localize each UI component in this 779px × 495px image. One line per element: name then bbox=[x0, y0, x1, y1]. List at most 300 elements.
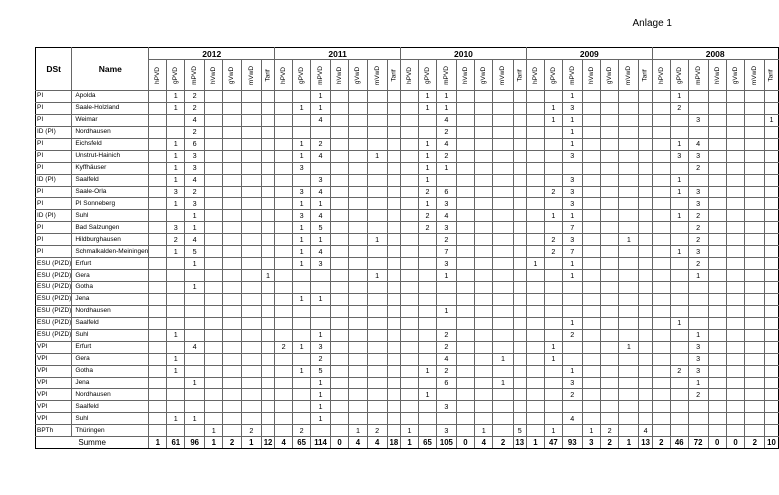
value-cell: 1 bbox=[419, 138, 437, 150]
value-cell bbox=[670, 389, 688, 401]
value-cell bbox=[330, 186, 348, 198]
value-cell bbox=[261, 246, 274, 258]
value-cell bbox=[526, 305, 544, 317]
value-cell bbox=[205, 341, 223, 353]
value-cell bbox=[619, 329, 639, 341]
value-cell: 4 bbox=[437, 138, 457, 150]
sum-label: Summe bbox=[36, 437, 149, 449]
page-label: Anlage 1 bbox=[632, 18, 672, 29]
row-name: Saale-Orla bbox=[72, 186, 149, 198]
value-cell bbox=[513, 234, 526, 246]
value-cell bbox=[475, 317, 493, 329]
value-cell bbox=[765, 425, 778, 437]
value-cell bbox=[241, 162, 261, 174]
value-cell: 3 bbox=[293, 210, 311, 222]
value-cell bbox=[670, 282, 688, 294]
value-cell: 2 bbox=[688, 210, 708, 222]
value-cell bbox=[367, 293, 387, 305]
value-cell bbox=[688, 317, 708, 329]
value-cell bbox=[688, 102, 708, 114]
value-cell: 1 bbox=[167, 198, 185, 210]
value-cell: 4 bbox=[311, 150, 331, 162]
value-cell: 4 bbox=[562, 413, 582, 425]
value-cell: 3 bbox=[562, 102, 582, 114]
value-cell bbox=[349, 222, 367, 234]
value-cell: 2 bbox=[185, 91, 205, 103]
value-cell bbox=[330, 126, 348, 138]
value-cell bbox=[513, 353, 526, 365]
value-cell bbox=[526, 198, 544, 210]
value-cell bbox=[367, 91, 387, 103]
value-cell bbox=[261, 186, 274, 198]
table-row bbox=[36, 234, 779, 246]
value-cell bbox=[456, 413, 474, 425]
value-cell bbox=[726, 413, 744, 425]
value-cell: 3 bbox=[562, 377, 582, 389]
value-cell bbox=[367, 305, 387, 317]
value-cell: 1 bbox=[293, 365, 311, 377]
value-cell bbox=[670, 126, 688, 138]
value-cell bbox=[330, 138, 348, 150]
value-cell bbox=[387, 91, 400, 103]
row-name: Kyffhäuser bbox=[72, 162, 149, 174]
value-cell bbox=[639, 198, 652, 210]
value-cell bbox=[205, 282, 223, 294]
value-cell bbox=[261, 258, 274, 270]
value-cell bbox=[544, 138, 562, 150]
value-cell bbox=[275, 102, 293, 114]
value-cell bbox=[205, 102, 223, 114]
value-cell bbox=[765, 258, 778, 270]
value-cell bbox=[526, 114, 544, 126]
value-cell: 1 bbox=[311, 293, 331, 305]
value-cell bbox=[185, 329, 205, 341]
col-header-gpvd bbox=[670, 60, 688, 91]
value-cell: 1 bbox=[419, 150, 437, 162]
value-cell bbox=[745, 293, 765, 305]
row-dst: VPI bbox=[36, 413, 72, 425]
value-cell bbox=[293, 174, 311, 186]
value-cell: 3 bbox=[688, 186, 708, 198]
value-cell bbox=[367, 258, 387, 270]
value-cell bbox=[619, 91, 639, 103]
value-cell bbox=[582, 341, 600, 353]
value-cell bbox=[600, 222, 618, 234]
row-dst: ESU (PIZD) bbox=[36, 317, 72, 329]
value-cell bbox=[639, 353, 652, 365]
value-cell: 1 bbox=[419, 365, 437, 377]
value-cell: 1 bbox=[437, 102, 457, 114]
value-cell bbox=[367, 377, 387, 389]
value-cell: 1 bbox=[544, 425, 562, 437]
value-cell bbox=[293, 126, 311, 138]
value-cell bbox=[726, 174, 744, 186]
value-cell bbox=[149, 365, 167, 377]
value-cell bbox=[419, 258, 437, 270]
value-cell bbox=[726, 210, 744, 222]
value-cell bbox=[367, 341, 387, 353]
value-cell bbox=[765, 377, 778, 389]
value-cell: 3 bbox=[582, 437, 600, 449]
value-cell bbox=[639, 377, 652, 389]
value-cell: 2 bbox=[688, 258, 708, 270]
value-cell bbox=[600, 389, 618, 401]
value-cell bbox=[387, 114, 400, 126]
col-header-gpvd bbox=[544, 60, 562, 91]
col-header-tarif bbox=[513, 60, 526, 91]
value-cell bbox=[293, 401, 311, 413]
value-cell bbox=[513, 293, 526, 305]
value-cell bbox=[562, 353, 582, 365]
value-cell: 0 bbox=[330, 437, 348, 449]
value-cell bbox=[401, 138, 419, 150]
value-cell: 0 bbox=[456, 437, 474, 449]
value-cell bbox=[493, 150, 513, 162]
value-cell bbox=[205, 222, 223, 234]
value-cell bbox=[149, 413, 167, 425]
value-cell bbox=[745, 198, 765, 210]
value-cell bbox=[513, 413, 526, 425]
value-cell bbox=[293, 114, 311, 126]
row-dst: PI bbox=[36, 234, 72, 246]
value-cell bbox=[241, 401, 261, 413]
value-cell bbox=[544, 365, 562, 377]
value-cell: 2 bbox=[688, 389, 708, 401]
value-cell: 7 bbox=[562, 246, 582, 258]
value-cell bbox=[475, 293, 493, 305]
value-cell: 3 bbox=[688, 114, 708, 126]
value-cell bbox=[526, 222, 544, 234]
value-cell bbox=[261, 377, 274, 389]
value-cell bbox=[582, 413, 600, 425]
header-name: Name bbox=[72, 48, 149, 91]
value-cell bbox=[330, 413, 348, 425]
row-name: Eichsfeld bbox=[72, 138, 149, 150]
value-cell: 1 bbox=[493, 377, 513, 389]
value-cell bbox=[513, 341, 526, 353]
value-cell bbox=[475, 91, 493, 103]
value-cell bbox=[562, 341, 582, 353]
value-cell bbox=[726, 114, 744, 126]
value-cell: 2 bbox=[600, 437, 618, 449]
value-cell bbox=[167, 114, 185, 126]
col-header-hvwd bbox=[708, 60, 726, 91]
value-cell bbox=[387, 329, 400, 341]
value-cell bbox=[493, 425, 513, 437]
value-cell bbox=[600, 413, 618, 425]
col-header-label: mPVD bbox=[442, 65, 450, 85]
value-cell bbox=[619, 377, 639, 389]
value-cell bbox=[726, 401, 744, 413]
value-cell bbox=[349, 246, 367, 258]
value-cell: 96 bbox=[185, 437, 205, 449]
table-row bbox=[36, 293, 779, 305]
value-cell bbox=[726, 341, 744, 353]
value-cell bbox=[330, 317, 348, 329]
value-cell bbox=[600, 234, 618, 246]
value-cell: 4 bbox=[437, 353, 457, 365]
value-cell bbox=[526, 401, 544, 413]
value-cell bbox=[726, 150, 744, 162]
value-cell bbox=[600, 258, 618, 270]
value-cell bbox=[330, 377, 348, 389]
table-row bbox=[36, 365, 779, 377]
row-dst: PI bbox=[36, 102, 72, 114]
value-cell: 1 bbox=[670, 246, 688, 258]
value-cell bbox=[387, 234, 400, 246]
value-cell bbox=[456, 150, 474, 162]
value-cell: 4 bbox=[311, 210, 331, 222]
value-cell bbox=[726, 222, 744, 234]
value-cell bbox=[367, 329, 387, 341]
value-cell bbox=[330, 293, 348, 305]
value-cell bbox=[456, 198, 474, 210]
value-cell bbox=[619, 282, 639, 294]
value-cell bbox=[149, 91, 167, 103]
value-cell: 1 bbox=[311, 389, 331, 401]
col-header-label: mPVD bbox=[694, 65, 702, 85]
value-cell bbox=[401, 389, 419, 401]
value-cell bbox=[526, 389, 544, 401]
value-cell bbox=[367, 102, 387, 114]
value-cell bbox=[205, 389, 223, 401]
value-cell bbox=[261, 174, 274, 186]
value-cell: 7 bbox=[437, 246, 457, 258]
col-header-label: hVwD bbox=[210, 66, 218, 84]
value-cell: 1 bbox=[167, 353, 185, 365]
value-cell bbox=[149, 210, 167, 222]
value-cell: 3 bbox=[437, 425, 457, 437]
value-cell bbox=[726, 126, 744, 138]
col-header-label: mVwD bbox=[247, 65, 255, 85]
value-cell bbox=[401, 91, 419, 103]
value-cell: 12 bbox=[261, 437, 274, 449]
value-cell bbox=[349, 353, 367, 365]
value-cell: 2 bbox=[185, 186, 205, 198]
value-cell bbox=[185, 389, 205, 401]
value-cell bbox=[241, 317, 261, 329]
value-cell bbox=[708, 150, 726, 162]
value-cell bbox=[652, 329, 670, 341]
value-cell bbox=[149, 246, 167, 258]
value-cell bbox=[526, 293, 544, 305]
value-cell bbox=[367, 126, 387, 138]
value-cell bbox=[401, 150, 419, 162]
value-cell: 3 bbox=[562, 186, 582, 198]
value-cell bbox=[708, 210, 726, 222]
value-cell bbox=[652, 365, 670, 377]
value-cell bbox=[493, 413, 513, 425]
value-cell bbox=[708, 305, 726, 317]
value-cell bbox=[241, 138, 261, 150]
value-cell bbox=[387, 305, 400, 317]
value-cell bbox=[526, 138, 544, 150]
value-cell: 1 bbox=[185, 377, 205, 389]
value-cell bbox=[261, 102, 274, 114]
value-cell: 1 bbox=[670, 317, 688, 329]
value-cell bbox=[526, 91, 544, 103]
value-cell bbox=[241, 341, 261, 353]
value-cell bbox=[456, 258, 474, 270]
value-cell bbox=[293, 329, 311, 341]
value-cell bbox=[600, 401, 618, 413]
value-cell bbox=[149, 114, 167, 126]
value-cell: 1 bbox=[293, 138, 311, 150]
value-cell bbox=[456, 425, 474, 437]
value-cell bbox=[600, 365, 618, 377]
value-cell bbox=[185, 365, 205, 377]
value-cell bbox=[544, 377, 562, 389]
value-cell bbox=[475, 210, 493, 222]
value-cell bbox=[205, 305, 223, 317]
value-cell bbox=[456, 126, 474, 138]
value-cell bbox=[652, 126, 670, 138]
value-cell bbox=[582, 114, 600, 126]
value-cell bbox=[526, 341, 544, 353]
value-cell bbox=[639, 270, 652, 282]
value-cell bbox=[223, 293, 241, 305]
table-row bbox=[36, 377, 779, 389]
value-cell bbox=[639, 329, 652, 341]
value-cell: 3 bbox=[311, 174, 331, 186]
value-cell bbox=[223, 126, 241, 138]
value-cell bbox=[401, 174, 419, 186]
value-cell bbox=[526, 162, 544, 174]
value-cell: 2 bbox=[544, 234, 562, 246]
value-cell bbox=[241, 234, 261, 246]
col-header-label: gVwD bbox=[228, 66, 236, 84]
year-header-2011: 2011 bbox=[275, 48, 401, 60]
value-cell bbox=[387, 210, 400, 222]
value-cell bbox=[619, 413, 639, 425]
value-cell bbox=[639, 305, 652, 317]
col-header-label: gVwD bbox=[480, 66, 488, 84]
value-cell bbox=[401, 365, 419, 377]
value-cell bbox=[600, 186, 618, 198]
row-dst: PI bbox=[36, 138, 72, 150]
value-cell: 3 bbox=[688, 246, 708, 258]
value-cell bbox=[600, 210, 618, 222]
value-cell: 2 bbox=[275, 341, 293, 353]
value-cell bbox=[241, 389, 261, 401]
row-name: Saalfeld bbox=[72, 317, 149, 329]
value-cell bbox=[544, 258, 562, 270]
value-cell bbox=[726, 305, 744, 317]
col-header-label: hPVD bbox=[280, 66, 288, 84]
value-cell: 1 bbox=[619, 234, 639, 246]
value-cell bbox=[619, 186, 639, 198]
value-cell bbox=[241, 114, 261, 126]
value-cell bbox=[513, 270, 526, 282]
value-cell: 1 bbox=[562, 317, 582, 329]
value-cell: 1 bbox=[167, 246, 185, 258]
value-cell: 4 bbox=[475, 437, 493, 449]
table-row bbox=[36, 222, 779, 234]
value-cell bbox=[708, 389, 726, 401]
value-cell bbox=[493, 246, 513, 258]
row-dst: VPI bbox=[36, 401, 72, 413]
value-cell bbox=[600, 126, 618, 138]
value-cell: 1 bbox=[185, 222, 205, 234]
table-row bbox=[36, 114, 779, 126]
value-cell bbox=[600, 150, 618, 162]
value-cell bbox=[311, 162, 331, 174]
value-cell bbox=[513, 186, 526, 198]
value-cell bbox=[223, 329, 241, 341]
value-cell bbox=[241, 377, 261, 389]
value-cell bbox=[437, 282, 457, 294]
value-cell bbox=[493, 198, 513, 210]
value-cell bbox=[765, 162, 778, 174]
value-cell bbox=[456, 138, 474, 150]
value-cell bbox=[475, 282, 493, 294]
value-cell: 1 bbox=[349, 425, 367, 437]
value-cell bbox=[544, 317, 562, 329]
value-cell bbox=[401, 282, 419, 294]
value-cell bbox=[149, 425, 167, 437]
value-cell bbox=[619, 138, 639, 150]
value-cell bbox=[688, 413, 708, 425]
value-cell bbox=[475, 329, 493, 341]
value-cell bbox=[726, 329, 744, 341]
col-header-label: mPVD bbox=[317, 65, 325, 85]
row-dst: ID (PI) bbox=[36, 174, 72, 186]
value-cell bbox=[600, 91, 618, 103]
value-cell bbox=[330, 150, 348, 162]
value-cell bbox=[600, 198, 618, 210]
value-cell: 47 bbox=[544, 437, 562, 449]
value-cell bbox=[167, 389, 185, 401]
value-cell bbox=[619, 126, 639, 138]
col-header-mpvd bbox=[437, 60, 457, 91]
col-header-label: Tarif bbox=[264, 68, 272, 82]
row-name: Nordhausen bbox=[72, 305, 149, 317]
value-cell bbox=[765, 389, 778, 401]
value-cell bbox=[600, 293, 618, 305]
value-cell bbox=[149, 102, 167, 114]
value-cell bbox=[670, 198, 688, 210]
value-cell bbox=[726, 365, 744, 377]
value-cell bbox=[688, 401, 708, 413]
value-cell bbox=[387, 222, 400, 234]
value-cell bbox=[261, 91, 274, 103]
value-cell bbox=[167, 341, 185, 353]
value-cell bbox=[600, 377, 618, 389]
value-cell bbox=[241, 91, 261, 103]
value-cell: 1 bbox=[293, 222, 311, 234]
value-cell bbox=[437, 389, 457, 401]
col-header-mpvd bbox=[562, 60, 582, 91]
value-cell bbox=[456, 317, 474, 329]
value-cell bbox=[401, 246, 419, 258]
value-cell bbox=[745, 222, 765, 234]
value-cell bbox=[167, 210, 185, 222]
value-cell bbox=[670, 329, 688, 341]
value-cell: 1 bbox=[167, 329, 185, 341]
value-cell bbox=[708, 138, 726, 150]
value-cell bbox=[401, 234, 419, 246]
value-cell bbox=[205, 413, 223, 425]
value-cell bbox=[223, 413, 241, 425]
value-cell bbox=[456, 91, 474, 103]
value-cell bbox=[670, 341, 688, 353]
value-cell bbox=[513, 329, 526, 341]
value-cell: 1 bbox=[419, 102, 437, 114]
value-cell bbox=[745, 174, 765, 186]
value-cell bbox=[185, 401, 205, 413]
col-header-hvwd bbox=[582, 60, 600, 91]
value-cell bbox=[544, 174, 562, 186]
